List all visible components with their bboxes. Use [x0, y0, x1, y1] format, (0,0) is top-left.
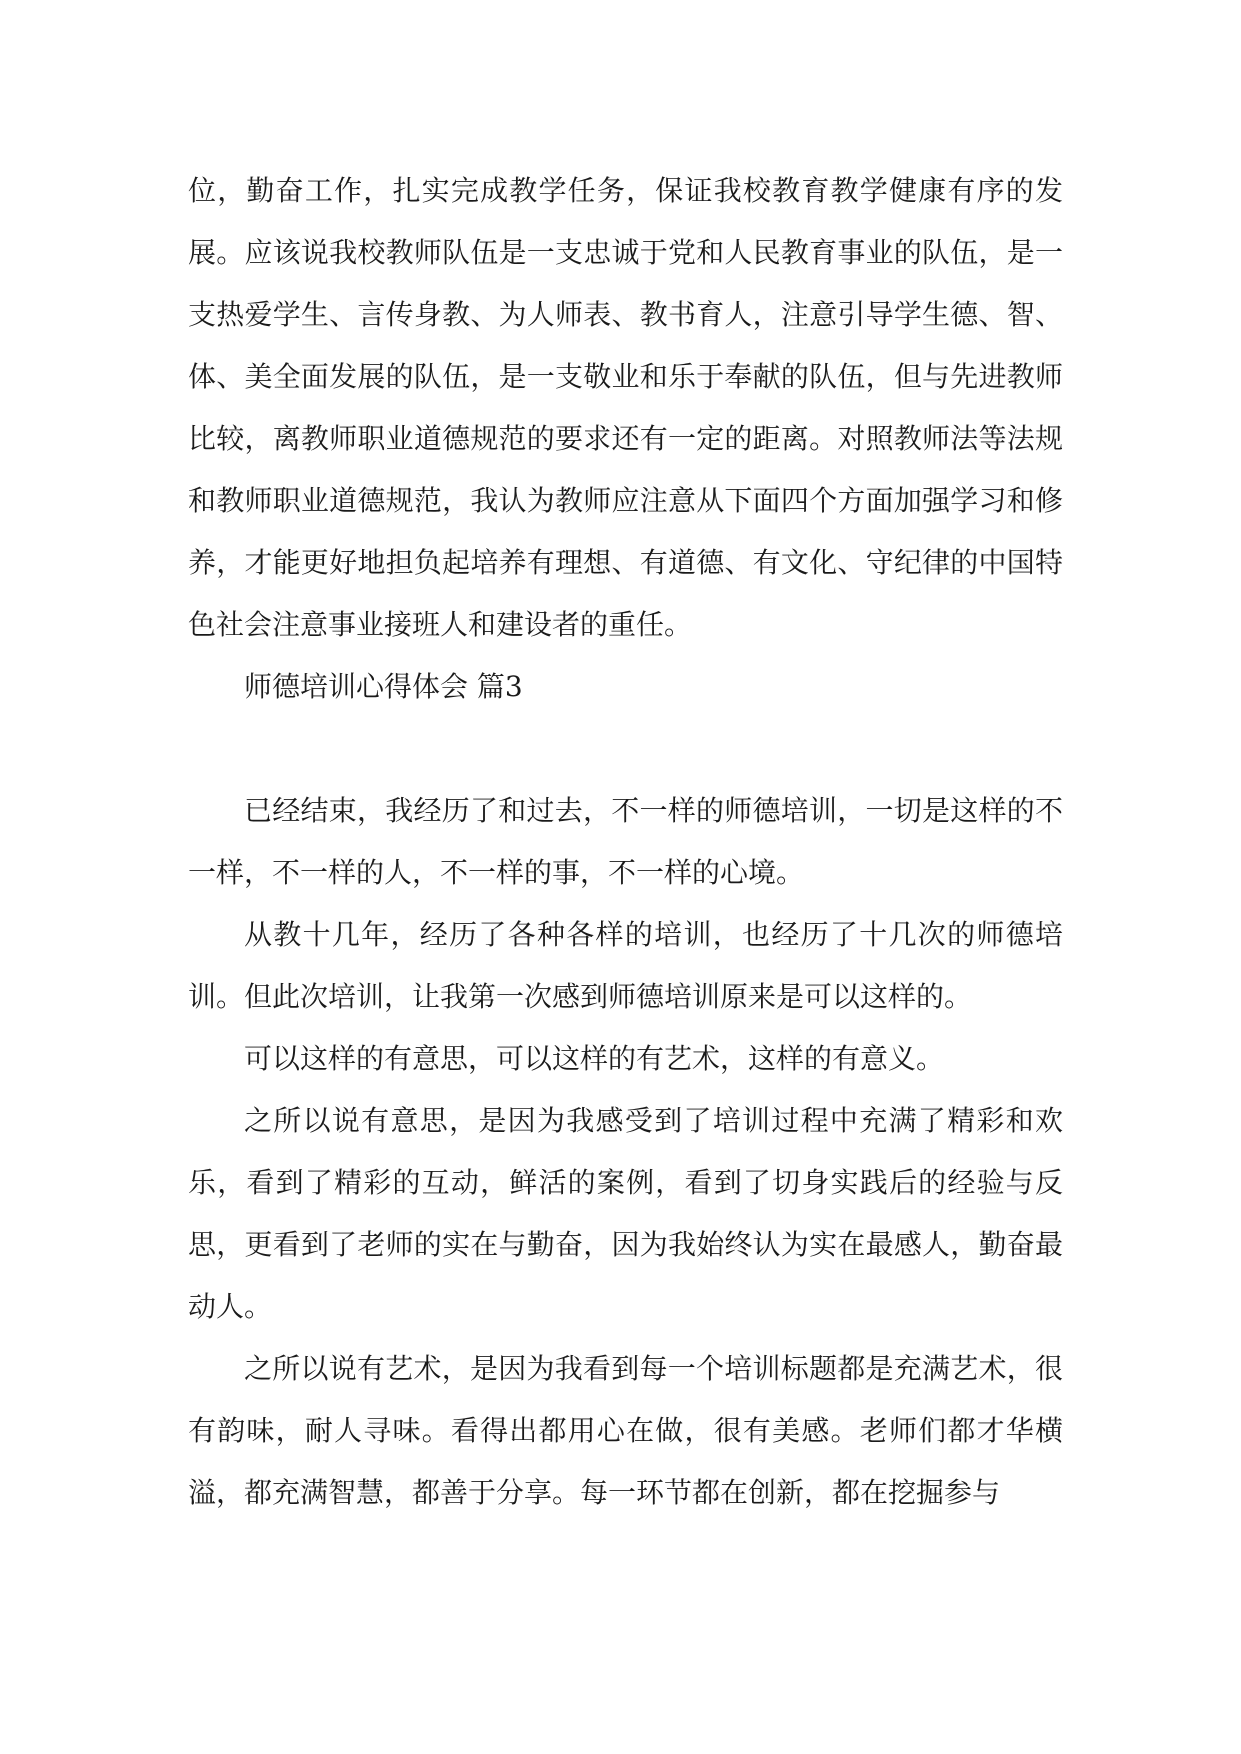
body-paragraph: 可以这样的有意思，可以这样的有艺术，这样的有意义。	[244, 1042, 945, 1075]
document-page	[188, 160, 1063, 1524]
body-paragraph: 位，勤奋工作，扎实完成教学任务，保证我校教育教学健康有序的发展。应该说我校教师队伍是一支忠诚于党和人民教育事业的队伍，是一支热爱学生、言传身教、为人师表、教书育人，注意引导学生德、智、体、美全面发展的队伍，是一支敬业和乐于奉献的队伍，但与先进教师比较，离教师职业道德规范的要求还有一定的距离。对照教师法等法规和教师职业道德规范，我认为教师应注意从下面四个方面加强学习和修养，才能更好地担负起培养有理想、有道德、有文化、守纪律的中国特色社会注意事业接班人和建设者的重任。	[188, 174, 1063, 641]
body-paragraph: 已经结束，我经历了和过去，不一样的师德培训，一切是这样的不一样，不一样的人，不一样的事，不一样的心境。	[188, 794, 1063, 889]
body-paragraph: 从教十几年，经历了各种各样的培训，也经历了十几次的师德培训。但此次培训，让我第一次感到师德培训原来是可以这样的。	[188, 918, 1063, 1013]
body-paragraph: 之所以说有意思，是因为我感受到了培训过程中充满了精彩和欢乐，看到了精彩的互动，鲜活的案例，看到了切身实践后的经验与反思，更看到了老师的实在与勤奋，因为我始终认为实在最感人，勤奋最动人。	[188, 1104, 1063, 1323]
section-heading: 师德培训心得体会 篇3	[244, 670, 523, 703]
body-paragraph: 之所以说有艺术，是因为我看到每一个培训标题都是充满艺术，很有韵味，耐人寻味。看得出都用心在做，很有美感。老师们都才华横溢，都充满智慧，都善于分享。每一环节都在创新，都在挖掘参与	[188, 1352, 1063, 1509]
